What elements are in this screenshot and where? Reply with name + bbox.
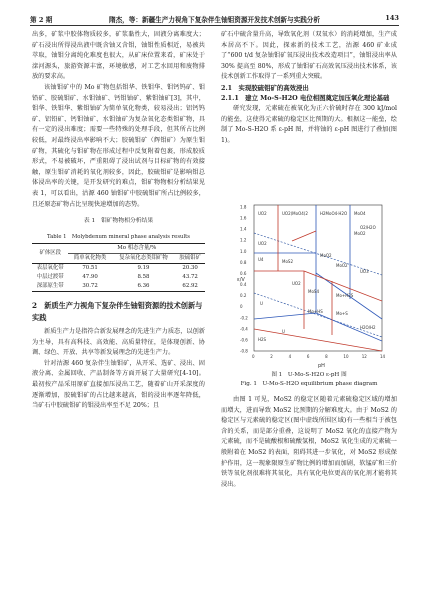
region-label: O2/H2O <box>360 225 376 230</box>
region-label: H2O/H2 <box>360 325 376 330</box>
phase-diagram <box>232 201 389 369</box>
region-label: U4 <box>258 257 264 262</box>
y-tick-label: -0.4 <box>240 326 248 332</box>
table-header-group: Mo 相态含量/% <box>68 244 205 254</box>
y-tick-label: 0 <box>240 304 243 310</box>
table-row <box>32 264 205 274</box>
table-title-en: Table 1 Molybdenum mineral phase analysis results <box>47 234 190 241</box>
table-cell: 中层过渡带 <box>36 274 64 281</box>
table-cell: 43.72 <box>182 274 198 281</box>
y-tick-label: -0.8 <box>240 348 248 354</box>
table-cell: 20.30 <box>182 265 198 272</box>
x-tick-label: 4 <box>288 354 292 359</box>
table-cell: 深部原生带 <box>36 283 64 290</box>
x-tick-label: 10 <box>343 354 349 359</box>
left-column <box>32 30 205 412</box>
table-cell: 70.51 <box>82 265 98 272</box>
figure-caption-en: Fig. 1 U-Mo-S-H2O equilibrium phase diagram <box>240 381 378 387</box>
body-paragraph: 出多，矿浆中胶体物质较多，矿浆黏性大，固液分离难度大；矿石浸出所得浸出液中既含铀又含钼，铀钼性质相近，易被共萃取，铀钼分离纯化难度也很大，从矿床位置来看，矿床处于滦河源头，旅游资源丰富，环境敏感，对工艺水回用和废物排放的要求高。 <box>32 31 205 81</box>
region-label: H2MoO4·H2O <box>320 211 348 216</box>
x-axis-label: pH <box>318 363 325 369</box>
table-header-col: 胶硫钼矿 <box>179 255 201 262</box>
region-label: Mo+HS <box>308 309 323 314</box>
region-label: MoO2 <box>354 231 366 236</box>
table-row <box>32 273 205 282</box>
x-tick-label: 8 <box>325 354 328 359</box>
x-tick-label: 12 <box>361 354 367 359</box>
issue-number: 第 2 期 <box>30 16 53 24</box>
table-row <box>32 282 205 292</box>
region-label: UO2 <box>258 211 267 216</box>
y-tick-label: 1.0 <box>240 248 247 254</box>
body-paragraph: 由图 1 可见，MoS2 的稳定区随着元素硫稳定区域的增加而增大，进而导致 MoS2 比预期的分解难度大。由于 MoS2 的稳定区与元素硫的稳定区(图中虚线所围区域)有一些相当于被包含的关系，而是部分重叠，这说明了 MoS2 氧化的直接产物为元素硫，而不是硫酸根和硫酸氢根，MoS2 氧化生成的元素硫一般附着在 MoS2 的表面，阻碍其进一步氧化，对 MoS2 形成保护作用，这一现象限原生矿物比例的增加而加剧，软锰矿和三价铁等氧化剂很难将其氧化，具有氧化电位更高的氧化剂才能将其浸出。 <box>221 396 397 488</box>
y-tick-label: 1.6 <box>240 215 247 221</box>
region-label: H2S <box>258 337 267 342</box>
running-title: 隋杰，等：新疆生产力视角下复杂伴生铀钼资源开发技术创新与实践分析 <box>109 16 320 24</box>
table-header-col: 简单氧化物类 <box>73 255 107 262</box>
y-axis-label: ε/V <box>237 277 245 283</box>
figure-caption-cn: 图 1 U-Mo-S-H2O ε-pH 图 <box>271 372 347 378</box>
x-tick-label: 0 <box>252 354 255 359</box>
table-cell: 8.58 <box>137 274 150 281</box>
table-header-section: 矿体区段 <box>32 244 68 264</box>
section-heading: 2 新质生产力视角下复杂伴生铀钼资源的技术创新与实践 <box>32 301 203 323</box>
x-tick-label: 2 <box>270 354 273 359</box>
region-label: UO2 <box>292 281 301 286</box>
subsection-heading: 2.1 实现胶硫钼矿的高效浸出 <box>221 83 309 92</box>
table-cell: 9.19 <box>137 265 150 272</box>
region-label: U <box>260 301 263 306</box>
region-label: Mo+S <box>336 311 348 316</box>
table-title-cn: 表 1 钼矿物物相分析结果 <box>83 218 154 225</box>
body-paragraph: 矿石中硫含量升高，导致氧化剂（双氧水）的消耗增加，生产成本居高不下。因此，探索新的技术工艺，沽源 460 矿业成了“600 t/d 复杂铀钼矿氧压浸出技术改造项目”，铀钼浸出率从 30% 提高至 80%，形成了铀钼矿石高效氧压浸出技术体系，该技术创新工作取得了一系列重大突破。 <box>221 31 397 81</box>
y-tick-label: 1.2 <box>240 237 247 243</box>
y-tick-label: -0.6 <box>240 337 248 343</box>
table-cell: 62.92 <box>182 283 198 290</box>
region-label: UO2(MoO4)2 <box>282 211 308 216</box>
region-label: Mo+H2S <box>336 293 354 298</box>
body-paragraph: 针对沽源 460 复杂伴生铀钼矿，从开采、选矿、浸出、固液分离、金属回收、产品制备等方面开展了大量研究[4-10]。最初按产品采用原矿直接加压浸出工艺，随着矿山开采深度的逐渐增加，胶硫钼矿的占比越来越高，钼的浸出率逐年降低，当矿石中胶硫钼矿的钼浸出率至不足 20%；且 <box>32 359 205 410</box>
table-header-col: 复杂氧化态类钼矿物 <box>119 255 168 262</box>
figure-1 <box>232 201 389 369</box>
region-label: U <box>282 329 285 334</box>
y-tick-label: 1.8 <box>240 204 247 210</box>
region-label: UO3 <box>360 269 369 274</box>
table-cell: 30.72 <box>82 283 98 290</box>
right-column-lower <box>221 395 397 490</box>
y-tick-label: -0.2 <box>240 315 248 321</box>
table-cell: 表层氧化带 <box>36 265 64 272</box>
table-cell: 6.36 <box>137 283 150 290</box>
region-label: UO2 <box>258 241 267 246</box>
phase-table <box>32 243 205 292</box>
y-tick-label: 1.4 <box>240 226 247 232</box>
table-cell: 47.90 <box>82 274 98 281</box>
y-tick-label: 0.8 <box>240 259 247 265</box>
right-column <box>221 30 397 146</box>
y-tick-label: 0.2 <box>240 293 247 299</box>
header-rule <box>30 25 399 26</box>
x-tick-label: 6 <box>306 354 310 359</box>
body-paragraph: 新质生产力是指符合新发展理念的先进生产力质态，以创新为主导，具有高科技、高效能、高质量特征，是体现创新、协调、绿色、开放、共享等新发展理念的先进生产力。 <box>32 328 205 357</box>
body-paragraph: 该铀钼矿中的 Mo 矿物包括钼华、铁钼华、钼钙钨矿、钼铅矿、胶硫钼矿、水钼铀矿、钙钼铀矿、紫钼铀矿[3]，其中，钼华、铁钼华、紫钼铀矿为简单氧化物类，较易浸出；铝钙钨矿、铝铅矿、钙钼铀矿、水钼铀矿为复杂氧化态类钼矿物，具有一定的浸出难度；需要一些特殊的处理手段，但其所占比例较低，对最终浸出率影响不大；胶硫钼矿（辉钼矿）为原生钼矿物，其硫化与钼矿物在形成过程中反复附着包裹，形成胶质形式，不易被破坏，严重阻碍了浸出试剂与目标矿物的有效接触，原生钼矿消耗的氧化剂较多，因此，胶硫钼矿是影响钼总体浸出率的关键，是开发研究的难点，钼矿物物相分析结果见表 1，可以看出，沽源 460 铀钼矿中胶硫钼矿所占比例较多，且还原态矿物占比呈现快速增加的态势。 <box>32 83 205 208</box>
page-number: 143 <box>385 14 399 22</box>
region-label: MoO4 <box>354 211 366 216</box>
region-label: MoS2 <box>282 259 293 264</box>
body-paragraph: 研究发现，元素硫在被氧化为正六价硫时存在 300 kJ/mol 的能垒，这使得元素硫的稳定区比预期的大。根据这一能垒，绘制了 Mo-S-H2O 系 ε-pH 图，并将铀的 ε-pH 图进行了叠加(图 1)。 <box>221 104 397 144</box>
x-tick-label: 14 <box>380 354 386 359</box>
region-label: MoO2 <box>320 253 332 258</box>
y-tick-label: 0.6 <box>240 270 247 276</box>
region-label: MoS4 <box>308 289 319 294</box>
y-tick-label: 0.4 <box>240 282 247 288</box>
subsubsection-heading: 2.1.1 建立 Mo-S-H2O 电位相图奠定加压氧化理论基础 <box>221 94 390 103</box>
region-label: MoO2 <box>336 263 348 268</box>
